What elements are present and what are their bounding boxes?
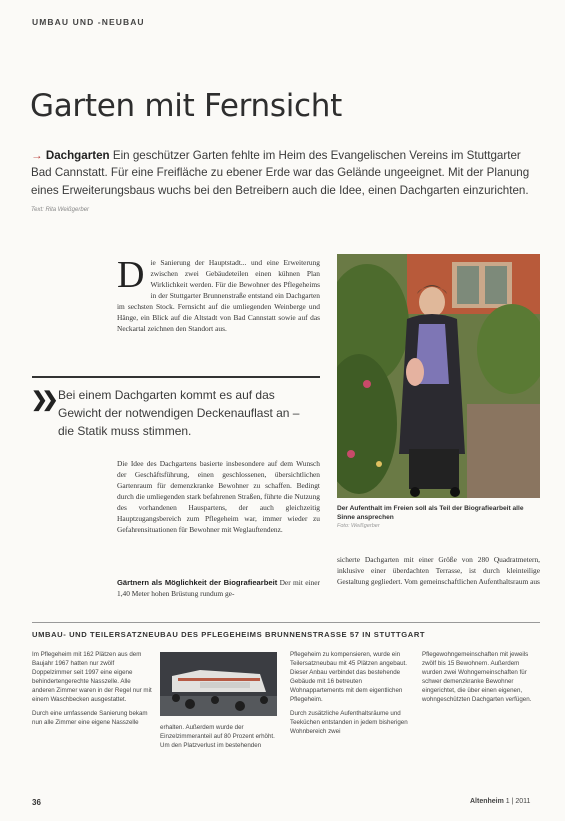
- magazine-name: Altenheim: [470, 798, 504, 805]
- article-headline: Garten mit Fernsicht: [30, 88, 342, 124]
- pull-quote: Bei einem Dachgarten kommt es auf das Gewicht der notwendigen Deckenauflast an – die Statik muss stimmen.: [58, 388, 300, 438]
- magazine-footer: [470, 798, 530, 805]
- page-number: 36: [32, 798, 41, 807]
- building-model-image: [160, 652, 277, 716]
- photo-credit: Foto: Weißgerber: [337, 523, 380, 529]
- body-paragraph-1: [117, 254, 320, 334]
- drop-cap: D: [117, 254, 145, 296]
- body-paragraph-4: sicherte Dachgarten mit einer Größe von 280 Quadratmetern, inklusive einer überdachten Terrasse, ist durch kleinteilige Gestaltung gegliedert. Vom gemeinschaftlichen Aufenthaltsraum aus: [337, 555, 540, 586]
- lead-keyword: Dachgarten: [45, 149, 110, 162]
- infobox-divider: [32, 622, 540, 623]
- lead-text: Ein geschützer Garten fehlte im Heim des Evangelischen Vereins im Stuttgarter Bad Cannstatt. Für eine Freifläche zu ebener Erde war das Gelände ungeeignet. Mit der Planung eines Erweiterungsbaus wuchs bei den Betreibern auch die Idee, einen Dachgarten einzurichten.: [31, 149, 530, 197]
- photo-caption: Der Aufenthalt im Freien soll als Teil der Biografiearbeit alle Sinne ansprechen: [337, 505, 524, 521]
- infobox-col-1: [32, 650, 152, 727]
- infobox-col-4: Pflegewohngemeinschaften mit jeweils zwölf bis 15 Bewohnern. Außerdem wurden zwei Wohngemeinschaften für schwer demenzkranke Bewohner eingerichtet, die über einen eigenen, wohngeschützten Dachgarten verfügen.: [422, 651, 532, 704]
- lead-credit: Text: Rita Weißgerber: [31, 207, 90, 214]
- infobox-title: UMBAU- UND TEILERSATZNEUBAU DES PFLEGEHEIMS BRUNNENSTRASSE 57 IN STUTTGART: [32, 630, 426, 639]
- lead-arrow-icon: →: [31, 149, 43, 162]
- infobox-text: Pflegeheim zu kompensieren, wurde ein Teilersatzneubau mit 45 Plätzen angebaut. Dieser Anbau verbindet das bestehende Gebäude mit 16 betreuten Wohnappartements mit dem eigentlichen Pflegeheim.: [290, 651, 407, 704]
- body-text: ie Sanierung der Hauptstadt... und eine Erweiterung zwischen zwei Gebäudeteilen einen kühnen Plan Wirklichkeit werden. Für die Bewohner des Pflegeheims in der Stuttgarter Brunnenstraße entstand ein Dachgarten im sechsten Stock. Fernsicht auf die umliegenden Weinberge und Hänge, ein Blick auf die Altstadt von Bad Cannstatt sowie auf das Neckartal zeichnen den Standort aus.: [117, 258, 320, 333]
- body-text: Der mit einer 1,40 Meter hohen Brüstung rundum ge-: [117, 578, 320, 598]
- section-label: UMBAU UND -NEUBAU: [32, 17, 145, 27]
- infobox-col-2: erhalten. Außerdem wurde der Einzelzimmeranteil auf 80 Prozent erhöht. Um den Platzverlust im bestehenden: [160, 724, 275, 750]
- body-paragraph-3: [117, 577, 320, 599]
- article-lead: [31, 147, 531, 220]
- quote-divider: [32, 376, 320, 378]
- body-paragraph-2: Die Idee des Dachgartens basierte insbesondere auf dem Wunsch der Geschäftsführung, einen geschlossenen, übersichtlichen Gartenraum für demenzkranke Bewohner zu schaffen. Bedingt durch die umliegenden stark befahrenen Straßen, führte die Nutzung des vorhandenen Hauspartens, der auch gleichzeitig Hauptzugangsbereich zum Pflegeheim war, immer wieder zu Gefahrensituationen für Bewohner mit Weglauftendenz.: [117, 459, 320, 534]
- infobox-text: Im Pflegeheim mit 162 Plätzen aus dem Baujahr 1967 hatten nur zwölf Doppelzimmer seit 1997 eine eigene behindertengerechte Nasszelle. Alle anderen Zimmer waren in der Regel nur mit einem Waschbecken ausgestattet.: [32, 651, 152, 704]
- infobox-text: Durch eine umfassende Sanierung bekam nun alle Zimmer eine eigene Nasszelle: [32, 709, 148, 726]
- garden-photo: [337, 254, 540, 498]
- subheading: Gärtnern als Möglichkeit der Biografiearbeit: [117, 578, 278, 587]
- issue-number: 1 | 2011: [505, 798, 531, 805]
- infobox-text: Durch zusätzliche Aufenthaltsräume und Teeküchen entstanden in jedem bisherigen Wohnbereich zwei: [290, 709, 408, 735]
- quote-chevrons-icon: ❯❯: [31, 389, 53, 411]
- infobox-col-3: [290, 650, 410, 736]
